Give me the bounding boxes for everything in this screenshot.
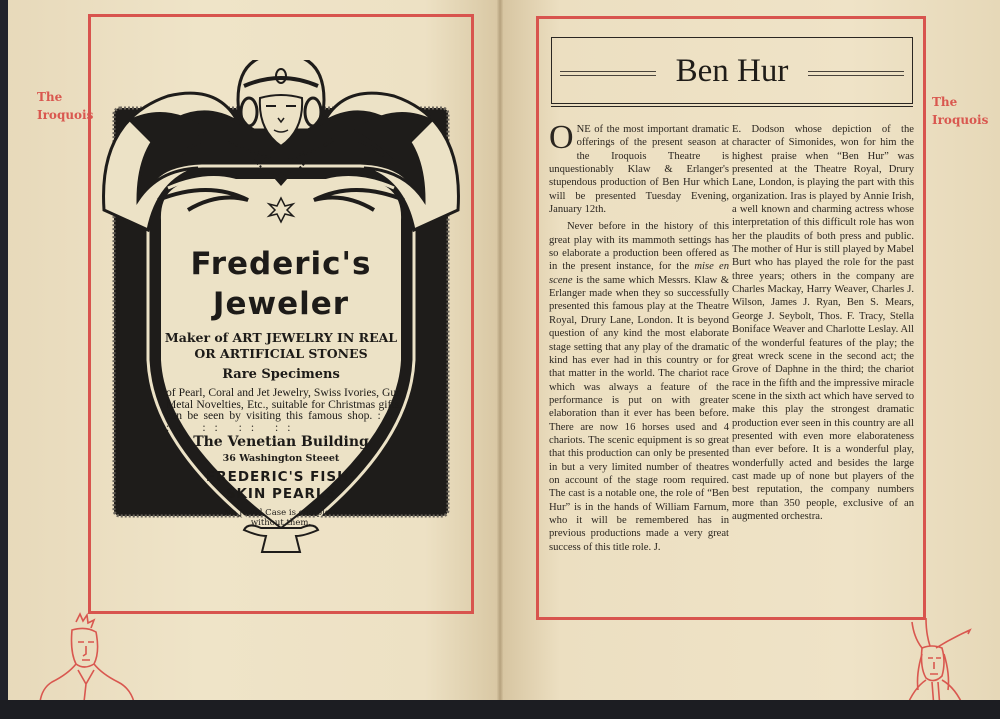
article-title: Ben Hur [675,53,789,89]
article-column-2-text: E. Dodson whose depiction of the character of Simonides, won for him the highest praise when “Ben Hur” was presented at the Theatre Royal, Drury Lane, London, is playing the part with this organization. Iras is played by Annie Irish, a well known and charming actress whose interpretation of this difficult role has won her the plaudits of both press and public. The mother of Hur is still played by Mabel Burt who has played the role for the past three years; others in the company are Charles Mackay, Harry Weaver, Charles J. Wilson, James J. Ryan, Ben S. Mears, George J. Seybolt, Thos. F. Tracy, Stella Boniface Weaver and Charlotte Leslay. All of the wonderful features of the play; the great wreck scene in the second act; the Grove of Daphne in the third; the chariot race in the fifth and the impressive miracle scene in the sixth act which have served to make this play the strongest dramatic production ever seen in this country are all presented with even more elaborateness than ever before. It is a wonderful play, wonderfully acted and besides the large cast made up of none but players of the best reputation, the company numbers more than 350 people, exclusive of an augmented orchestra. [732,124,914,522]
article-column-2 [732,123,914,523]
title-rule-right [808,71,904,76]
side-label-right-line2: Iroquois [932,113,989,127]
ad-note-line2: without them. [250,518,312,528]
scan-bottom-edge [0,700,1000,719]
ad-pearls [98,469,464,503]
ad-building: The Venetian Building [193,434,369,450]
article-paragraph-2-text-b: is the same which Messrs. Klaw & Erlanger made when they so successfully presented this famous play at the Theatre Royal, Drury Lane, London. It is beyond question of any kind the most elaborate stage setting that any play of the dramatic kind has ever had in this country or for that matter in the world. The chariot race which was always a feature of the performance is put on with greater elaboration than it ever has been before. There are now 16 horses used and 4 chariots. The scenic equipment is so great that this production can only be presented in but a very limited number of theatres on account of the stage room required. The cast is a notable one, the role of “Ben Hur” is in the hands of William Farnum, who it will be remembered has in previous productions made a very great success of this title role. J. [549,274,729,553]
ad-pearls-line1: FREDERIC'S FISH- [205,469,357,485]
ad-note-line1: No Jewel Case is complete [223,508,339,518]
side-label-left-line2: Iroquois [37,108,94,122]
side-label-left [37,88,93,124]
jeweler-advertisement [98,60,464,580]
ad-street: 36 Washington Steeet [222,453,340,464]
article-title-box [551,37,913,104]
article-italic-phrase: mise en scene [549,261,729,286]
ad-title-line1: Frederic's [190,246,372,282]
ad-title-line2: Jeweler [212,286,350,322]
ad-note [98,508,464,528]
iroquois-chief-right-icon [892,618,982,708]
ad-pearls-line2: SKIN PEARLS [225,486,337,502]
ad-rare-specimens: Rare Specimens [222,367,340,382]
ad-body-copy: of Pearl, Coral and Jet Jewelry, Swiss Ivories, Gun Metal Novelties, Etc., suitable for Christmas gifts, can be seen by visiting this famous shop. [166,386,402,422]
ad-body-text [166,387,402,433]
ad-body-dots: :: :: :: :: :: [166,409,402,434]
iroquois-chief-left-icon [38,612,138,702]
drop-cap: O [549,119,574,156]
article-paragraph-2 [549,220,729,554]
article-paragraph-2-text-a: Never before in the history of this great play with its mammoth settings has so elaborate a production been offered as in the present instance, for the [549,221,729,273]
ad-subtitle-line2: OR ARTIFICIAL STONES [194,346,368,361]
side-label-right-line1: The [932,95,958,109]
side-label-left-line1: The [37,90,63,104]
article-column-1 [549,119,729,554]
book-spine [497,0,503,706]
scan-edge [0,0,8,706]
ad-subtitle [98,330,464,362]
ad-title [98,244,464,324]
ad-subtitle-line1: Maker of ART JEWELRY IN REAL [164,330,398,345]
article-paragraph-1 [549,119,729,216]
side-label-right [932,93,988,129]
article-paragraph-1-text: NE of the most important dramatic offerings of the present season at the Iroquois Theatre is unquestionably Klaw & Erlanger's stupendous production of Ben Hur which will be presented Tuesday Evening, January 12th. [549,124,729,216]
